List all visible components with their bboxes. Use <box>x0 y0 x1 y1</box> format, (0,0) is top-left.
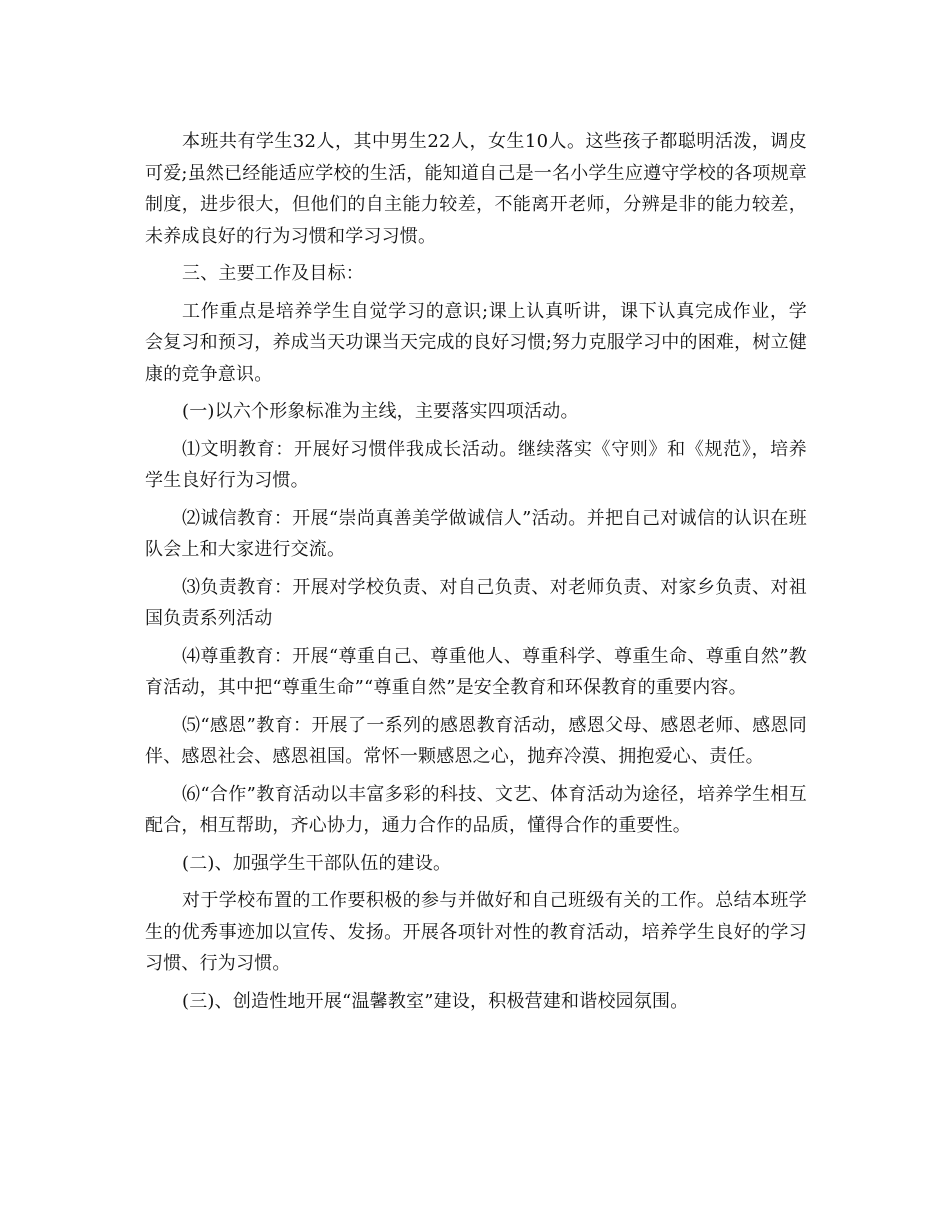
list-item-gratitude-education: ⑸“感恩”教育：开展了一系列的感恩教育活动，感恩父母、感恩老师、感恩同伴、感恩社会、感恩祖国。常怀一颗感恩之心，抛弃冷漠、拥抱爱心、责任。 <box>145 714 807 767</box>
list-item-civility-education: ⑴文明教育：开展好习惯伴我成长活动。继续落实《守则》和《规范》，培养学生良好行为习惯。 <box>145 438 807 491</box>
subheading-section-three: (三)、创造性地开展“温馨教室”建设，积极营建和谐校园氛围。 <box>182 990 689 1012</box>
document-body <box>145 126 807 1017</box>
heading-main-work-goals: 三、主要工作及目标： <box>182 263 364 284</box>
list-item-cooperation-education: ⑹“合作”教育活动以丰富多彩的科技、文艺、体育活动为途径，培养学生相互配合，相互帮助，齐心协力，通力合作的品质，懂得合作的重要性。 <box>145 783 807 836</box>
paragraph-student-cadre: 对于学校布置的工作要积极的参与并做好和自己班级有关的工作。总结本班学生的优秀事迹加以宣传、发扬。开展各项针对性的教育活动，培养学生良好的学习习惯、行为习惯。 <box>145 890 807 974</box>
paragraph-work-focus: 工作重点是培养学生自觉学习的意识;课上认真听讲，课下认真完成作业，学会复习和预习，养成当天功课当天完成的良好习惯;努力克服学习中的困难，树立健康的竞争意识。 <box>145 300 807 385</box>
subheading-section-one: (一)以六个形象标准为主线，主要落实四项活动。 <box>182 401 579 422</box>
subheading-section-two: (二)、加强学生干部队伍的建设。 <box>182 852 452 874</box>
list-item-responsibility-education: ⑶负责教育：开展对学校负责、对自己负责、对老师负责、对家乡负责、对祖国负责系列活动 <box>145 576 807 629</box>
list-item-integrity-education: ⑵诚信教育：开展“崇尚真善美学做诚信人”活动。并把自己对诚信的认识在班队会上和大家进行交流。 <box>145 507 807 560</box>
list-item-respect-education: ⑷尊重教育：开展“尊重自己、尊重他人、尊重科学、尊重生命、尊重自然”教育活动，其中把“尊重生命”“尊重自然”是安全教育和环保教育的重要内容。 <box>145 645 807 698</box>
paragraph-class-overview: 本班共有学生32人，其中男生22人，女生10人。这些孩子都聪明活泼，调皮可爱;虽然已经能适应学校的生活，能知道自己是一名小学生应遵守学校的各项规章制度，进步很大，但他们的自主能力较差，不能离开老师，分辨是非的能力较差，未养成良好的行为习惯和学习习惯。 <box>145 131 807 247</box>
